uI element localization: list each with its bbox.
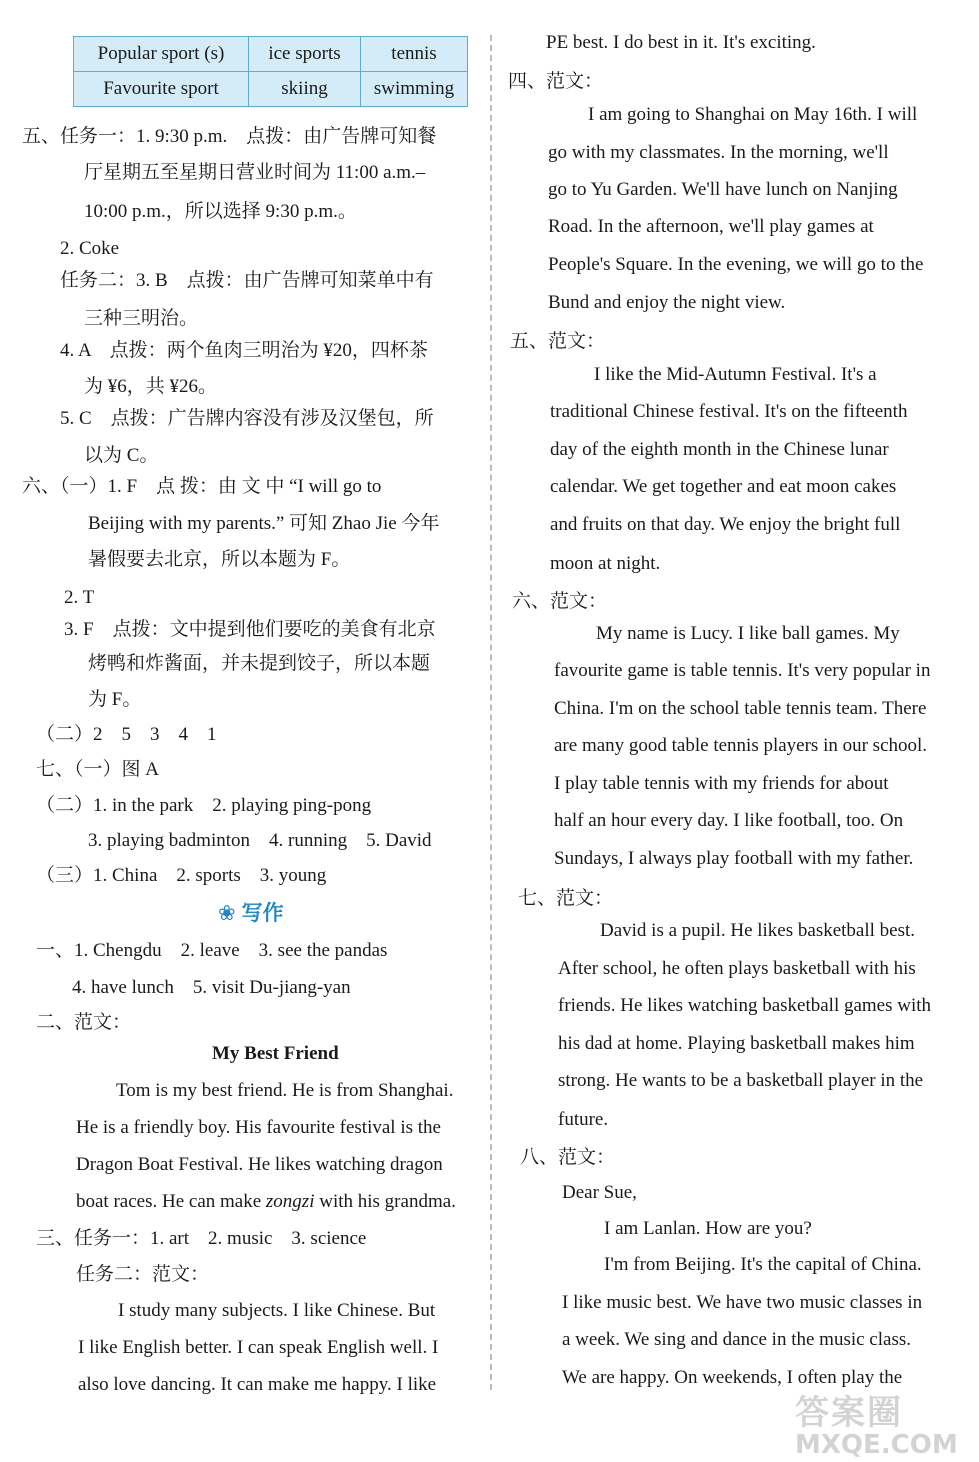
- section-heading-text: 写作: [241, 901, 284, 925]
- table-cell: tennis: [361, 37, 468, 72]
- table-cell: swimming: [361, 72, 468, 107]
- answer-line: 三、任务一：1. art 2. music 3. science: [36, 1228, 367, 1249]
- letter-salutation: Dear Sue,: [562, 1182, 637, 1203]
- essay-text: with his grandma.: [314, 1191, 456, 1212]
- essay-line: a week. We sing and dance in the music class.: [562, 1329, 911, 1350]
- essay-line: My name is Lucy. I like ball games. My: [596, 623, 900, 644]
- essay-line: Bund and enjoy the night view.: [548, 292, 786, 313]
- answer-line: 为 ¥6，共 ¥26。: [84, 376, 218, 397]
- essay-line: half an hour every day. I like football, too. On: [554, 810, 904, 831]
- essay-line: and fruits on that day. We enjoy the bright full: [550, 514, 901, 535]
- section-heading: [218, 897, 284, 927]
- essay-line: friends. He likes watching basketball games with: [558, 995, 932, 1016]
- essay-line: go to Yu Garden. We'll have lunch on Nanjing: [548, 179, 898, 200]
- essay-line: I am going to Shanghai on May 16th. I will: [588, 104, 918, 125]
- essay-line: I play table tennis with my friends for about: [554, 773, 889, 794]
- essay-line: China. I'm on the school table tennis team. There: [554, 698, 927, 719]
- essay-title: My Best Friend: [212, 1043, 339, 1064]
- watermark-url: MXQE.COM: [795, 1430, 958, 1460]
- answer-line: 六、（一）1. F 点 拨：由 文 中 “I will go to: [22, 476, 382, 497]
- answer-line: 4. A 点拨：两个鱼肉三明治为 ¥20，四杯茶: [60, 340, 428, 361]
- essay-line: day of the eighth month in the Chinese lunar: [550, 439, 889, 460]
- essay-line: We are happy. On weekends, I often play the: [562, 1367, 903, 1388]
- table-cell: Favourite sport: [74, 72, 249, 107]
- essay-line: moon at night.: [550, 553, 661, 574]
- watermark-text: 答案圈: [795, 1393, 903, 1433]
- answer-line: 任务二：3. B 点拨：由广告牌可知菜单中有: [60, 270, 434, 291]
- answer-line: 2. Coke: [60, 238, 120, 259]
- answer-line: 2. T: [64, 587, 95, 608]
- essay-line: People's Square. In the evening, we will go to the: [548, 254, 924, 275]
- section-label: 六、范文：: [512, 591, 608, 612]
- answer-line: 二、范文：: [36, 1012, 132, 1033]
- table-row: [74, 37, 468, 72]
- answer-line: 3. playing badminton 4. running 5. David: [88, 830, 432, 851]
- paw-icon: ❀: [218, 901, 236, 925]
- answer-line: 以为 C。: [84, 445, 159, 466]
- essay-line: I like the Mid-Autumn Festival. It's a: [594, 364, 877, 385]
- answer-line: （二）2 5 3 4 1: [36, 724, 217, 745]
- essay-line: PE best. I do best in it. It's exciting.: [546, 32, 816, 53]
- column-divider: [490, 35, 492, 1390]
- essay-line: go with my classmates. In the morning, we'll: [548, 142, 889, 163]
- essay-line: He is a friendly boy. His favourite festival is the: [76, 1117, 441, 1138]
- essay-line: strong. He wants to be a basketball player in the: [558, 1070, 924, 1091]
- section-label: 四、范文：: [508, 71, 604, 92]
- essay-line: I'm from Beijing. It's the capital of China.: [604, 1254, 922, 1275]
- essay-line: I like music best. We have two music classes in: [562, 1292, 923, 1313]
- essay-line: Road. In the afternoon, we'll play games at: [548, 216, 874, 237]
- section-label: 七、范文：: [518, 888, 614, 909]
- essay-line: Sundays, I always play football with my father.: [554, 848, 914, 869]
- answer-line: 为 F。: [88, 689, 142, 710]
- answer-line: 暑假要去北京，所以本题为 F。: [88, 549, 351, 570]
- essay-line: I am Lanlan. How are you?: [604, 1218, 812, 1239]
- answer-line: 10:00 p.m.，所以选择 9:30 p.m.。: [84, 201, 357, 222]
- answer-line: （三）1. China 2. sports 3. young: [36, 865, 327, 886]
- answer-line: 一、1. Chengdu 2. leave 3. see the pandas: [36, 940, 388, 961]
- table-row: [74, 72, 468, 107]
- essay-line: I study many subjects. I like Chinese. But: [118, 1300, 436, 1321]
- table-cell: Popular sport (s): [74, 37, 249, 72]
- answer-line: 七、（一）图 A: [36, 759, 159, 780]
- answer-line: Beijing with my parents.” 可知 Zhao Jie 今年: [88, 513, 440, 534]
- answer-line: 厅星期五至星期日营业时间为 11:00 a.m.–: [84, 162, 426, 183]
- answer-line: 3. F 点拨：文中提到他们要吃的美食有北京: [64, 619, 436, 640]
- essay-line: After school, he often plays basketball with his: [558, 958, 916, 979]
- essay-line: are many good table tennis players in our school.: [554, 735, 928, 756]
- table-cell: skiing: [249, 72, 361, 107]
- essay-line: his dad at home. Playing basketball makes him: [558, 1033, 915, 1054]
- answer-line: 任务二：范文：: [76, 1264, 210, 1285]
- essay-line: David is a pupil. He likes basketball best.: [600, 920, 916, 941]
- essay-line: favourite game is table tennis. It's very popular in: [554, 660, 931, 681]
- essay-line: traditional Chinese festival. It's on the fifteenth: [550, 401, 908, 422]
- answer-line: 五、任务一：1. 9:30 p.m. 点拨：由广告牌可知餐: [22, 126, 437, 147]
- answer-line: 三种三明治。: [84, 308, 199, 329]
- essay-text: boat races. He can make: [76, 1191, 266, 1212]
- essay-line: Dragon Boat Festival. He likes watching dragon: [76, 1154, 443, 1175]
- essay-line: I like English better. I can speak English well. I: [78, 1337, 439, 1358]
- sports-table: [73, 36, 468, 107]
- answer-line: 5. C 点拨：广告牌内容没有涉及汉堡包，所: [60, 408, 434, 429]
- answer-line: （二）1. in the park 2. playing ping-pong: [36, 795, 372, 816]
- essay-text-italic: zongzi: [265, 1191, 315, 1212]
- watermark-logo: [795, 1385, 958, 1460]
- section-label: 五、范文：: [510, 331, 606, 352]
- answer-line: 4. have lunch 5. visit Du-jiang-yan: [72, 977, 351, 998]
- essay-line: future.: [558, 1109, 609, 1130]
- table-cell: ice sports: [249, 37, 361, 72]
- essay-line: calendar. We get together and eat moon cakes: [550, 476, 897, 497]
- answer-line: 烤鸭和炸酱面，并未提到饺子，所以本题: [88, 653, 431, 674]
- essay-line: [76, 1189, 456, 1215]
- section-label: 八、范文：: [520, 1147, 616, 1168]
- essay-line: also love dancing. It can make me happy. I like: [78, 1374, 437, 1395]
- essay-line: Tom is my best friend. He is from Shanghai.: [116, 1080, 454, 1101]
